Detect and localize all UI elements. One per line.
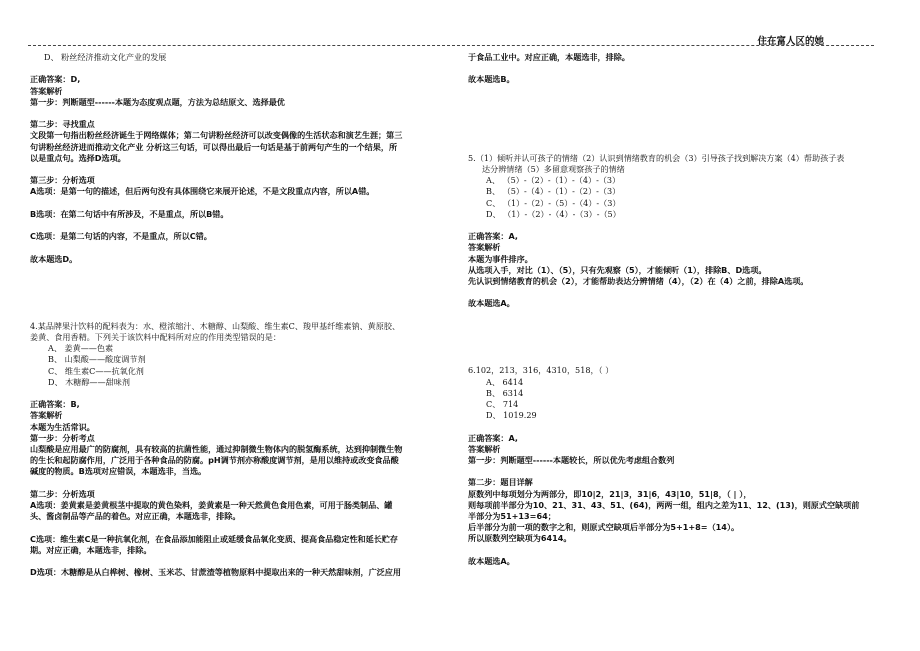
final-answer: 故本题选D。 bbox=[30, 253, 78, 264]
analysis-line: 后半部分为前一项的数字之和，则原式空缺项后半部分为5+1+8=（14）。 bbox=[468, 522, 740, 533]
option-analysis: A选项：姜黄素是姜黄根茎中提取的黄色染料，姜黄素是一种天然黄色食用色素，可用于肠类制品、罐 bbox=[30, 499, 393, 510]
option-analysis: D选项：木糖醇是从白桦树、橡树、玉米芯、甘蔗渣等植物原料中提取出来的一种天然甜味剂，广泛应用 bbox=[30, 567, 401, 578]
correct-answer: 正确答案：A, bbox=[468, 432, 518, 443]
analysis-line: 原数列中每项划分为两部分，即10|2，21|3，31|6，43|10，51|8，（ | ）， bbox=[468, 488, 752, 499]
correct-answer: 正确答案：A, bbox=[468, 231, 518, 242]
option-analysis: A选项：是第一句的描述，但后两句没有具体围绕它来展开论述，不是文段重点内容，所以A错。 bbox=[30, 186, 375, 197]
final-answer: 故本题选B。 bbox=[468, 74, 515, 85]
question-5-stem: 达分辨情绪（5）多留意观察孩子的情绪 bbox=[482, 163, 625, 174]
option-d: D、 （1）-（2）-（4）-（3）-（5） bbox=[486, 208, 621, 219]
option-c: C、 （1）-（2）-（5）-（4）-（3） bbox=[486, 197, 621, 208]
option-analysis: 头、酱卤制品等产品的着色。对应正确，本题选非，排除。 bbox=[30, 511, 241, 522]
analysis-line: 本题为生活常识。 bbox=[30, 421, 95, 432]
paragraph-line: 的生长和起防腐作用，广泛用于各种食品的防腐。pH调节剂亦称酸度调节剂，是用以维持或改变食品酸 bbox=[30, 455, 399, 466]
option-a: A、 姜黄——色素 bbox=[48, 343, 114, 354]
header-divider bbox=[28, 45, 874, 46]
left-column bbox=[30, 52, 455, 578]
option-a: A、 （5）-（2）-（1）-（4）-（3） bbox=[486, 175, 621, 186]
option-d: D、 木糖醇——甜味剂 bbox=[48, 376, 130, 387]
step-two: 第二步：分析选项 bbox=[30, 488, 95, 499]
option-analysis: C选项：是第二句话的内容，不是重点，所以C错。 bbox=[30, 231, 212, 242]
question-4-stem: 4.某品牌果汁饮料的配料表为：水、橙浓缩汁、木糖醇、山梨酸、维生素C、羧甲基纤维素钠、黄原胶、 bbox=[30, 320, 401, 331]
step-two: 第二步：寻找重点 bbox=[30, 119, 95, 130]
correct-answer: 正确答案：B, bbox=[30, 399, 80, 410]
analysis-line: 先认识到情绪教育的机会（2），才能帮助表达分辨情绪（4），（2）在（4）之前，排除A选项。 bbox=[468, 275, 809, 286]
analysis-line: 半部分为51+13=64； bbox=[468, 511, 556, 522]
final-answer: 故本题选A。 bbox=[468, 298, 515, 309]
option-d: D、 粉丝经济推动文化产业的发展 bbox=[44, 52, 167, 62]
option-c: C、 714 bbox=[486, 399, 519, 410]
option-analysis: B选项：在第二句话中有所涉及，不是重点，所以B错。 bbox=[30, 208, 229, 219]
option-b: B、 山梨酸——酸度调节剂 bbox=[48, 354, 146, 365]
paragraph-line: 以是重点句。选择D选项。 bbox=[30, 152, 126, 163]
step-two: 第二步：题目详解 bbox=[468, 477, 533, 488]
question-5-stem: 5.（1）倾听并认可孩子的情绪（2）认识到情绪教育的机会（3）引导孩子找到解决方案（4）帮助孩子表 bbox=[468, 152, 845, 163]
question-6-stem: 6.102，213，316，4310，518，（ ） bbox=[468, 365, 614, 376]
question-4-stem: 姜黄、食用香精。下列关于该饮料中配料所对应的作用类型错误的是： bbox=[30, 331, 281, 342]
analysis-line: 则每项前半部分为10、21、31、43、51、(64)，两两一组，组内之差为11、12、(13)，则原式空缺项前 bbox=[468, 499, 860, 510]
analysis-line: 本题为事件排序。 bbox=[468, 253, 533, 264]
correct-answer: 正确答案：D, bbox=[30, 74, 81, 85]
paragraph-line: 山梨酸是应用最广的防腐剂，具有较高的抗菌性能，通过抑制微生物体内的脱氢酶系统，达到抑制微生物 bbox=[30, 443, 403, 454]
analysis-heading: 答案解析 bbox=[30, 410, 63, 421]
analysis-heading: 答案解析 bbox=[468, 242, 501, 253]
step-one: 第一步：判断题型------本题为态度观点题，方法为总结原文、选择最优 bbox=[30, 96, 285, 107]
step-three: 第三步：分析选项 bbox=[30, 175, 95, 186]
header-site-name: 住在富人区的她 bbox=[757, 36, 824, 47]
option-b: B、 6314 bbox=[486, 387, 524, 398]
final-answer: 故本题选A。 bbox=[468, 555, 515, 566]
option-d: D、 1019.29 bbox=[486, 410, 537, 421]
analysis-line: 从选项入手，对比（1）、（5），只有先观察（5），才能倾听（1），排除B、D选项。 bbox=[468, 264, 767, 275]
option-analysis: 于食品工业中。对应正确，本题选非，排除。 bbox=[468, 52, 630, 62]
paragraph-line: 文段第一句指出粉丝经济诞生于网络媒体；第二句讲粉丝经济可以改变偶像的生活状态和演艺生涯；第三 bbox=[30, 130, 403, 141]
step-one: 第一步：判断题型------本题较长，所以优先考虑组合数列 bbox=[468, 455, 675, 466]
paragraph-line: 句讲粉丝经济进而推动文化产业 分析这三句话，可以得出最后一句话是基于前两句产生的一个结果，所 bbox=[30, 141, 398, 152]
right-column bbox=[468, 52, 900, 567]
option-analysis: 期。对应正确，本题选非，排除。 bbox=[30, 544, 152, 555]
option-c: C、 维生素C——抗氧化剂 bbox=[48, 365, 144, 376]
paragraph-line: 碱度的物质。B选项对应错误，本题选非，当选。 bbox=[30, 466, 207, 477]
option-a: A、 6414 bbox=[486, 376, 524, 387]
analysis-heading: 答案解析 bbox=[30, 85, 63, 96]
option-analysis: C选项：维生素C是一种抗氧化剂，在食品添加能阻止或延缓食品氧化变质、提高食品稳定性和延长贮存 bbox=[30, 533, 399, 544]
analysis-heading: 答案解析 bbox=[468, 443, 501, 454]
option-b: B、 （5）-（4）-（1）-（2）-（3） bbox=[486, 186, 621, 197]
step-one: 第一步：分析考点 bbox=[30, 432, 95, 443]
analysis-line: 所以原数列空缺项为6414。 bbox=[468, 533, 572, 544]
